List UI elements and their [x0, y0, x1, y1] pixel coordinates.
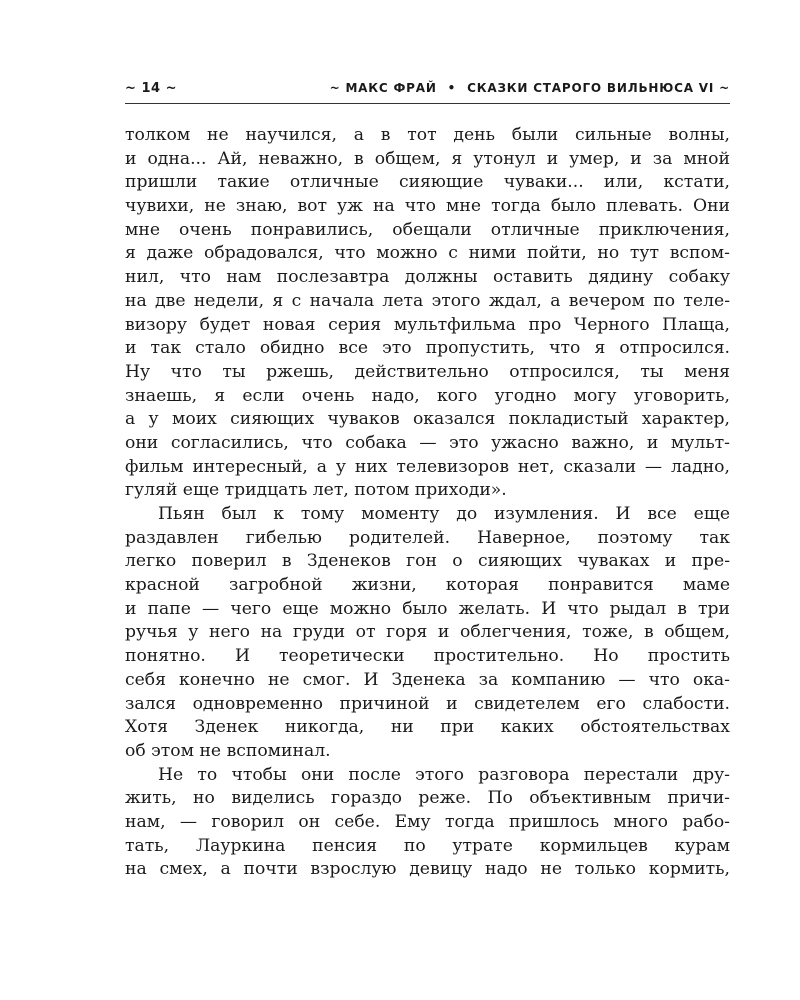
text-line: Пьян был к тому моменту до изумления. И все еще: [158, 504, 730, 524]
author-name: МАКС ФРАЙ: [345, 81, 437, 95]
text-line: понятно. И теоретически простительно. Но простить: [125, 646, 730, 667]
text-line: визору будет новая серия мультфильма про Черного Плаща,: [125, 314, 730, 335]
text-line: ручья у него на груди от горя и облегчения, тоже, в общем,: [125, 622, 730, 643]
text-line: знаешь, я если очень надо, кого угодно могу уговорить,: [125, 385, 730, 406]
text-line: легко поверил в Зденеков гон о сияющих чуваках и пре-: [125, 551, 730, 572]
text-line: на две недели, я с начала лета этого ждал, а вечером по теле-: [125, 290, 730, 311]
text-line: толком не научился, а в тот день были сильные волны,: [125, 125, 730, 145]
text-line: мне очень понравились, обещали отличные приключения,: [125, 219, 730, 240]
text-line: и так стало обидно все это пропустить, что я отпросился.: [125, 338, 730, 359]
text-line: жить, но виделись гораздо реже. По объективным причи-: [125, 788, 730, 809]
text-line: гуляй еще тридцать лет, потом приходи».: [125, 480, 507, 501]
header-rule: [125, 103, 730, 104]
text-line: фильм интересный, а у них телевизоров нет, сказали — ладно,: [125, 456, 730, 477]
text-line: себя конечно не смог. И Зденека за компанию — что ока-: [125, 669, 730, 690]
text-line: раздавлен гибелью родителей. Наверное, поэтому так: [125, 527, 730, 548]
text-line: пришли такие отличные сияющие чуваки... или, кстати,: [125, 172, 730, 193]
body-text: [125, 124, 730, 882]
running-title: [330, 81, 730, 95]
text-line: они согласились, что собака — это ужасно важно, и мульт-: [125, 432, 730, 453]
text-line: нил, что нам послезавтра должны оставить дядину собаку: [125, 267, 730, 288]
text-line: и папе — чего еще можно было желать. И что рыдал в три: [125, 598, 730, 619]
text-line: об этом не вспоминал.: [125, 740, 331, 761]
text-line: Не то чтобы они после этого разговора перестали дру-: [158, 764, 730, 785]
ornament-right: ~: [165, 81, 177, 96]
text-line: красной загробной жизни, которая понравится маме: [125, 575, 730, 596]
text-line: Хотя Зденек никогда, ни при каких обстоятельствах: [125, 717, 730, 738]
ornament-left: ~: [125, 81, 137, 96]
text-line: а у моих сияющих чуваков оказался покладистый характер,: [125, 409, 730, 430]
text-line: тать, Лауркина пенсия по утрате кормильцев курам: [125, 835, 730, 856]
title-ornament-left: ~: [329, 81, 341, 95]
text-line: нам, — говорил он себе. Ему тогда пришлось много рабо-: [125, 811, 730, 832]
text-line: на смех, а почти взрослую девицу надо не только кормить,: [125, 859, 730, 880]
text-line: чувихи, не знаю, вот уж на что мне тогда было плевать. Они: [125, 196, 730, 217]
book-title: СКАЗКИ СТАРОГО ВИЛЬНЮСА VI: [467, 81, 715, 95]
text-line: я даже обрадовался, что можно с ними пойти, но тут вспом-: [125, 243, 730, 264]
text-line: зался одновременно причиной и свидетелем его слабости.: [125, 693, 730, 714]
page-number: [125, 81, 177, 96]
title-separator: •: [447, 81, 457, 95]
text-line: Ну что ты ржешь, действительно отпросился, ты меня: [125, 361, 730, 382]
title-ornament-right: ~: [719, 81, 730, 95]
text-line: и одна... Ай, неважно, в общем, я утонул и умер, и за мной: [125, 148, 730, 169]
running-header: [125, 80, 730, 104]
page-number-value: 14: [141, 81, 161, 96]
